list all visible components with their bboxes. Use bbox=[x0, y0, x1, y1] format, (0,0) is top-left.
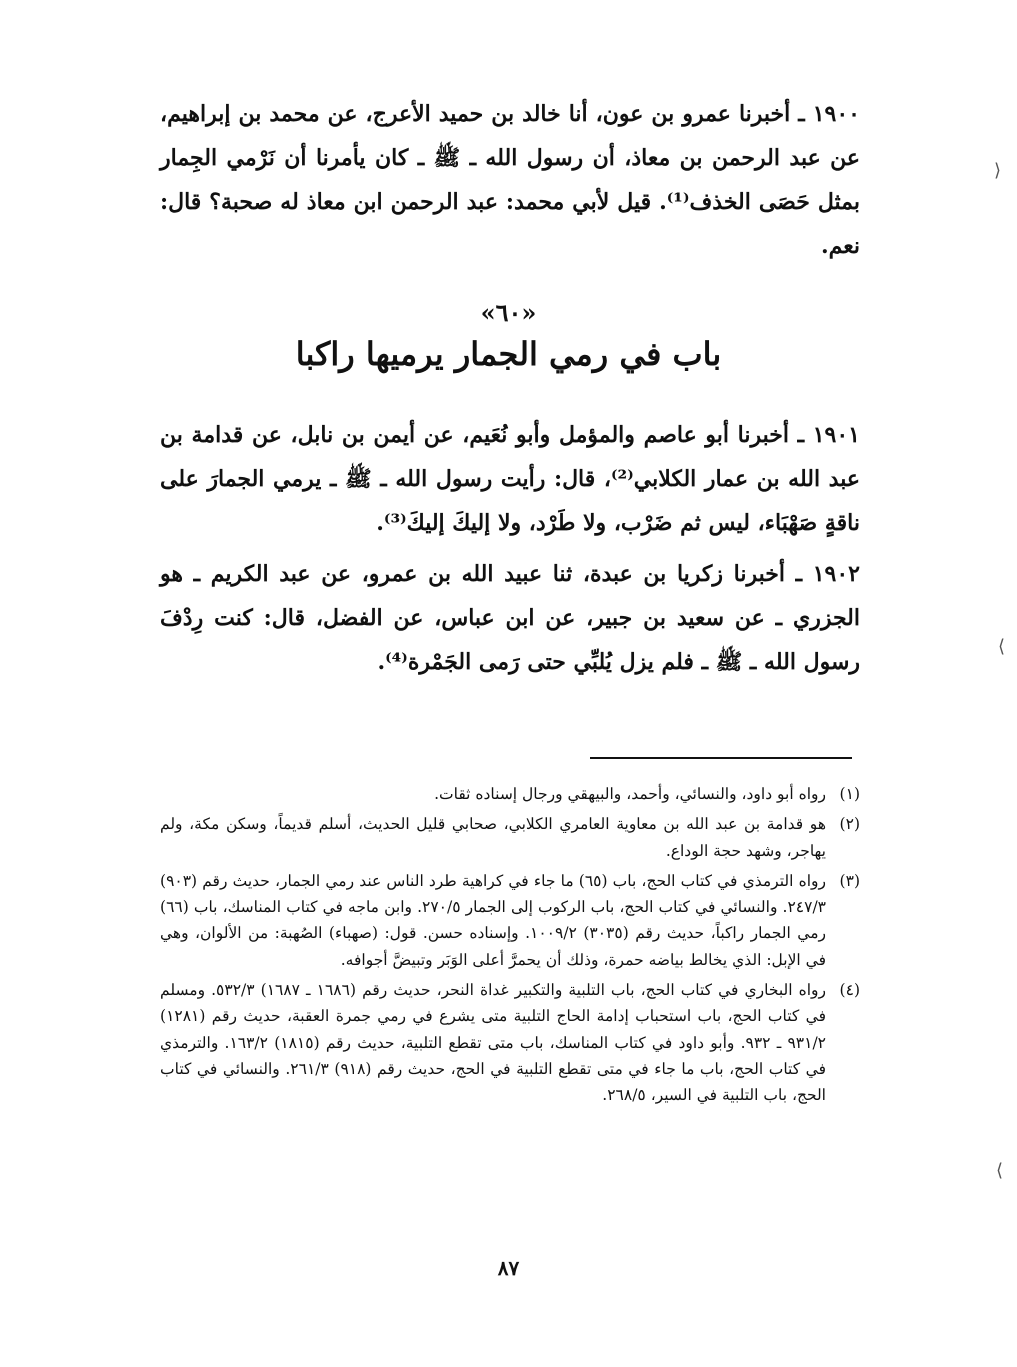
footnote-number: (١) bbox=[839, 785, 860, 803]
scan-artifact-mark: ⟨ bbox=[996, 1160, 1004, 1181]
hadith-1901-paragraph: ١٩٠١ ـ أخبرنا أبو عاصم والمؤمل وأبو نُعَيم، عن أيمن بن نابل، عن قدامة بن عبد الله بن عمار الكلابي⁽²⁾، قال: رأيت رسول الله ـ ﷺ ـ يرمي الجمارَ على ناقةٍ صَهْبَاء، ليس ثم ضَرْب، ولا طَرْد، ولا إليكَ إليكَ⁽³⁾. bbox=[160, 422, 860, 536]
footnote-3 bbox=[160, 868, 860, 973]
footnote-divider bbox=[590, 757, 852, 759]
scan-artifact-mark: ⟨ bbox=[998, 636, 1006, 657]
hadith-1900-paragraph: ١٩٠٠ ـ أخبرنا عمرو بن عون، أنا خالد بن حميد الأعرج، عن محمد بن إبراهيم، عن عبد الرحمن بن معاذ، أن رسول الله ـ ﷺ ـ كان يأمرنا أن نَرْمي الجِمار بمثل حَصَى الخذف⁽¹⁾. قيل لأبي محمد: عبد الرحمن ابن معاذ له صحبة؟ قال: نعم. bbox=[160, 101, 860, 259]
footnote-number: (٢) bbox=[839, 815, 860, 834]
footnote-text: هو قدامة بن عبد الله بن معاوية العامري الكلابي، صحابي قليل الحديث، أسلم قديماً، وسكن مكة، ولم يهاجر، وشهد حجة الوداع. bbox=[160, 815, 826, 860]
footnote-2 bbox=[160, 811, 860, 864]
footnote-number: (٣) bbox=[839, 871, 860, 890]
footnote-4 bbox=[160, 977, 860, 1108]
page-number: ٨٧ bbox=[497, 1256, 520, 1280]
hadith-1902-paragraph: ١٩٠٢ ـ أخبرنا زكريا بن عبدة، ثنا عبيد الله بن عمرو، عن عبد الكريم ـ هو الجزري ـ عن سعيد بن جبير، عن ابن عباس، عن الفضل، قال: كنت رِدْفَ رسول الله ـ ﷺ ـ فلم يزل يُلبِّي حتى رَمى الجَمْرة⁽⁴⁾. bbox=[160, 561, 860, 675]
footnote-1 bbox=[160, 781, 860, 807]
footnote-text: رواه أبو داود، والنسائي، وأحمد، والبيهقي ورجال إسناده ثقات. bbox=[434, 785, 826, 803]
footnote-number: (٤) bbox=[839, 981, 860, 1000]
chapter-number: «٦٠» bbox=[480, 298, 537, 327]
footnote-text: رواه الترمذي في كتاب الحج، باب (٦٥) ما جاء في كراهية طرد الناس عند رمي الجمار، حديث رقم (٩٠٣) ٢٤٧/٣. والنسائي في كتاب الحج، باب الركوب إلى الجمار ٢٧٠/٥. وابن ماجه في كتاب المناسك، باب (٦٦) رمي الجمار راكباً، حديث رقم (٣٠٣٥) ١٠٠٩/٢. وإسناده حسن. قول: (صهباء) الصُهبة: من الألوان، وهي في الإبل: الذي يخالط بياضه حمرة، وذلك أن يحمرَّ أعلى الوَبَر وتبيضَّ أجوافه. bbox=[160, 871, 826, 969]
chapter-title: باب في رمي الجمار يرميها راكبا bbox=[295, 335, 722, 373]
footnote-text: رواه البخاري في كتاب الحج، باب التلبية والتكبير غداة النحر، حديث رقم (١٦٨٦ ـ ١٦٨٧) ٥٣٢/٣. ومسلم في كتاب الحج، باب استحباب إدامة الحاج التلبية متى يشرع في رمي جمرة العقبة، حديث رقم (١٢٨١) ٩٣١/٢ ـ ٩٣٢. وأبو داود في كتاب المناسك، باب متى تقطع التلبية، حديث رقم (١٨١٥) ١٦٣/٢. والترمذي في كتاب الحج، باب ما جاء في متى تقطع التلبية في الحج، حديث رقم (٩١٨) ٢٦١/٣. والنسائي في كتاب الحج، باب التلبية في السير، ٢٦٨/٥. bbox=[160, 981, 826, 1105]
footnotes-section bbox=[160, 781, 860, 1113]
scan-artifact-mark: ⟩ bbox=[994, 160, 1002, 181]
